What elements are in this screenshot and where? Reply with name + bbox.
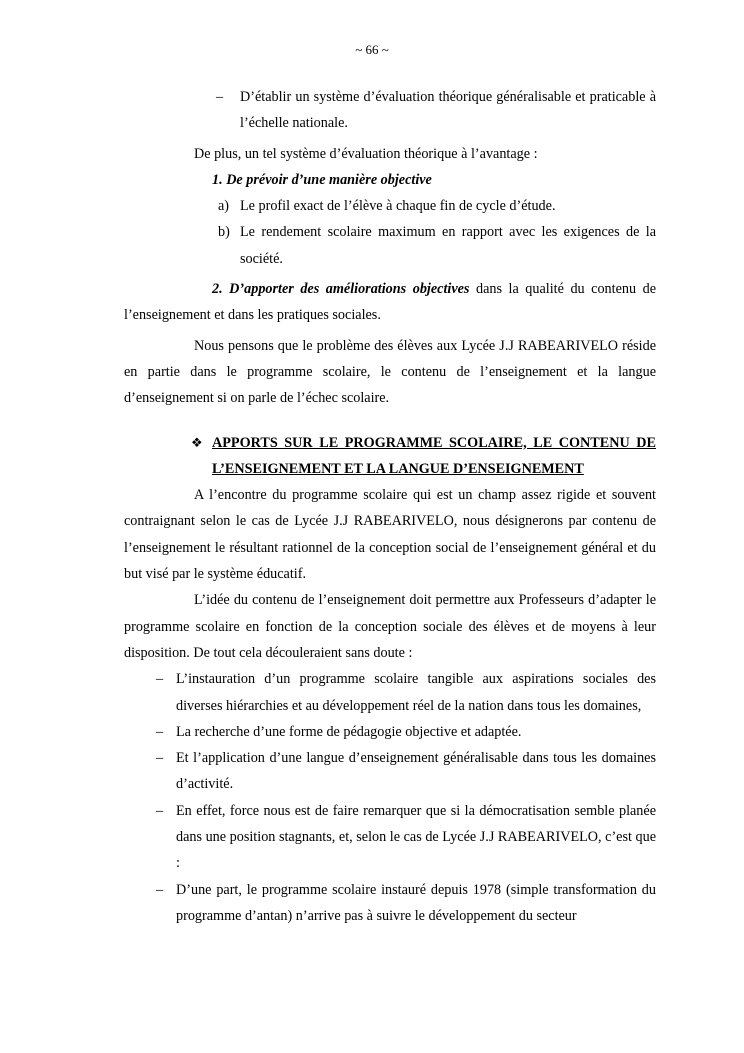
section-heading-text: APPORTS SUR LE PROGRAMME SCOLAIRE, LE CONTENU DE L’ENSEIGNEMENT ET LA LANGUE D’ENSEIGNEMENT	[212, 434, 656, 477]
dash-marker: –	[216, 89, 224, 105]
section-heading	[191, 430, 656, 483]
dash-marker: –	[156, 671, 164, 688]
paragraph-idee: L’idée du contenu de l’enseignement doit permettre aux Professeurs d’adapter le programme scolaire en fonction de la conception sociale des élèves et de moyens à leur disposition. De tout cela découleraient sans doute :	[124, 592, 656, 661]
point1-item-b	[218, 219, 656, 272]
point1-item-a-text: Le profil exact de l’élève à chaque fin de cycle d’étude.	[240, 198, 556, 215]
paragraph-lycee: Nous pensons que le problème des élèves aux Lycée J.J RABEARIVELO réside en partie dans le programme scolaire, le contenu de l’enseignement et la langue d’enseignement si on parle de l’échec scolaire.	[124, 337, 656, 407]
list-item-text: L’instauration d’un programme scolaire tangible aux aspirations sociales des diverses hiérarchies et au développement réel de la nation dans tous les domaines,	[176, 671, 656, 714]
list-item	[156, 877, 656, 930]
list-item-text: En effet, force nous est de faire remarquer que si la démocratisation semble planée dans une position stagnants, et, selon le cas de Lycée J.J RABEARIVELO, c’est que :	[176, 802, 656, 872]
dash-item-evaluation	[216, 84, 656, 137]
point2-text: dans la qualité du contenu de l’enseignement et dans les pratiques sociales.	[124, 281, 657, 324]
list-item-text: La recherche d’une forme de pédagogie objective et adaptée.	[176, 723, 522, 740]
dash-item-text: D’établir un système d’évaluation théorique généralisable et praticable à l’échelle nationale.	[240, 89, 656, 132]
document-body	[124, 84, 656, 929]
dash-marker: –	[156, 802, 164, 819]
list-item-text: D’une part, le programme scolaire instauré depuis 1978 (simple transformation du programme d’antan) n’arrive pas à suivre le développement du secteur	[176, 881, 656, 924]
paragraph-contenu: A l’encontre du programme scolaire qui est un champ assez rigide et souvent contraignant selon le cas de Lycée J.J RABEARIVELO, nous désignerons par contenu de l’enseignement le résultant rationnel de la conception social de l’enseignement général et du but visé par le système éducatif.	[124, 487, 656, 583]
point2-title: 2. D’apporter des améliorations objectives	[212, 281, 470, 298]
point1-title: 1. De prévoir d’une manière objective	[212, 171, 432, 188]
list-item	[156, 719, 656, 745]
dash-marker: –	[156, 750, 164, 767]
list-item-text: Et l’application d’une langue d’enseignement généralisable dans tous les domaines d’activité.	[176, 750, 656, 793]
list-item	[156, 798, 656, 877]
list-item	[156, 745, 656, 798]
point2-paragraph	[124, 276, 656, 329]
point1-item-a	[218, 193, 656, 219]
intro-line: De plus, un tel système d’évaluation théorique à l’avantage :	[194, 145, 538, 162]
dash-marker: –	[156, 881, 164, 898]
diamond-bullet-icon: ❖	[191, 434, 203, 450]
item-marker-b: b)	[218, 224, 230, 241]
page-number: ~ 66 ~	[355, 42, 389, 57]
list-item	[156, 666, 656, 719]
dash-marker: –	[156, 723, 164, 740]
item-marker-a: a)	[218, 198, 230, 215]
point1-item-b-text: Le rendement scolaire maximum en rapport avec les exigences de la société.	[240, 224, 656, 267]
